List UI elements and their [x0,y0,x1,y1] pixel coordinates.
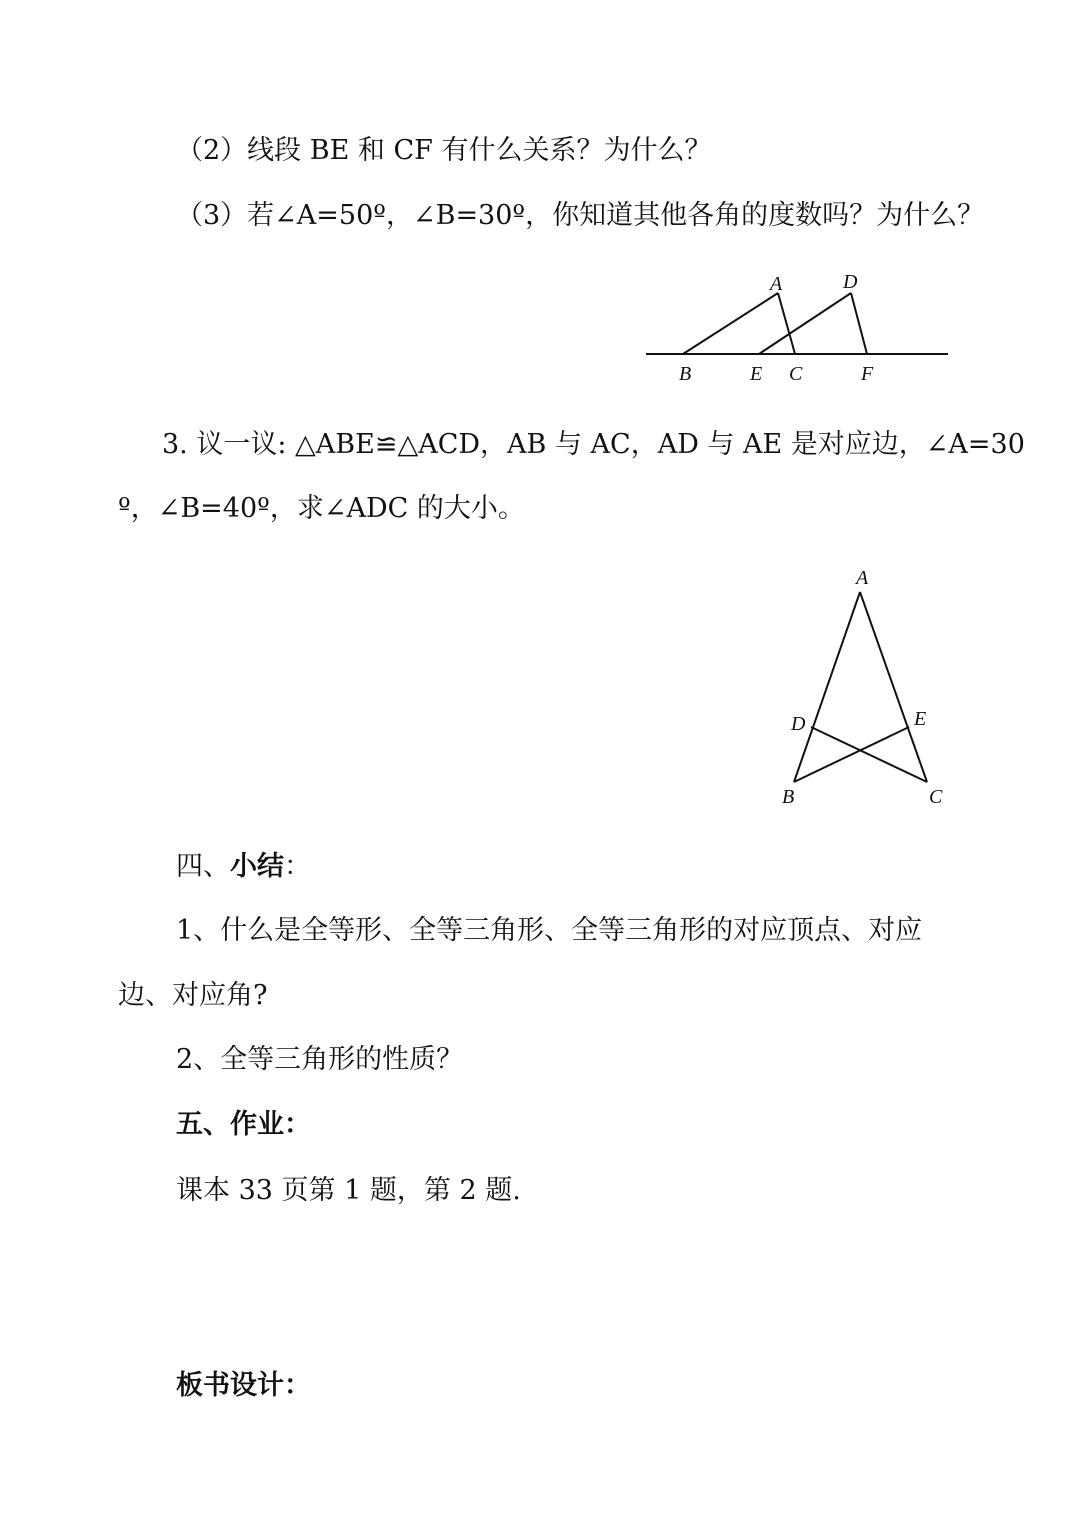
homework-text: 课本 33 页第 1 题，第 2 题. [176,1175,521,1206]
question-3: （3）若∠A=50º，∠B=30º，你知道其他各角的度数吗？为什么？ [176,200,985,231]
label-d: D [791,713,806,735]
question-2: （2）线段 BE 和 CF 有什么关系？为什么？ [176,135,712,166]
summary-heading-suffix: ： [284,851,311,882]
discussion-line-1: 3. 议一议: △ABE≌△ACD，AB 与 AC，AD 与 AE 是对应边，∠A=30 [162,429,1025,460]
discussion-line-2: º，∠B=40º，求∠ADC 的大小。 [118,493,525,524]
homework-heading: 五、作业： [176,1109,311,1140]
label-d: D [843,271,858,293]
label-a: A [856,567,869,589]
summary-item-1-line-1: 1、什么是全等形、全等三角形、全等三角形的对应顶点、对应 [176,915,923,946]
label-f: F [861,363,874,385]
label-c: C [789,363,803,385]
summary-heading-prefix: 四、 [176,851,230,882]
summary-item-1-line-2: 边、对应角? [118,980,268,1011]
summary-heading [176,849,311,885]
label-a: A [770,273,783,295]
board-design-heading: 板书设计： [176,1370,311,1401]
label-e: E [750,363,763,385]
segment-ab [794,592,860,782]
label-b: B [679,363,692,385]
segment-ac [860,592,927,782]
summary-heading-bold: 小结 [230,851,284,882]
label-b: B [782,786,795,808]
label-c: C [929,786,943,808]
label-e: E [914,708,927,730]
summary-item-2: 2、全等三角形的性质？ [176,1044,464,1075]
